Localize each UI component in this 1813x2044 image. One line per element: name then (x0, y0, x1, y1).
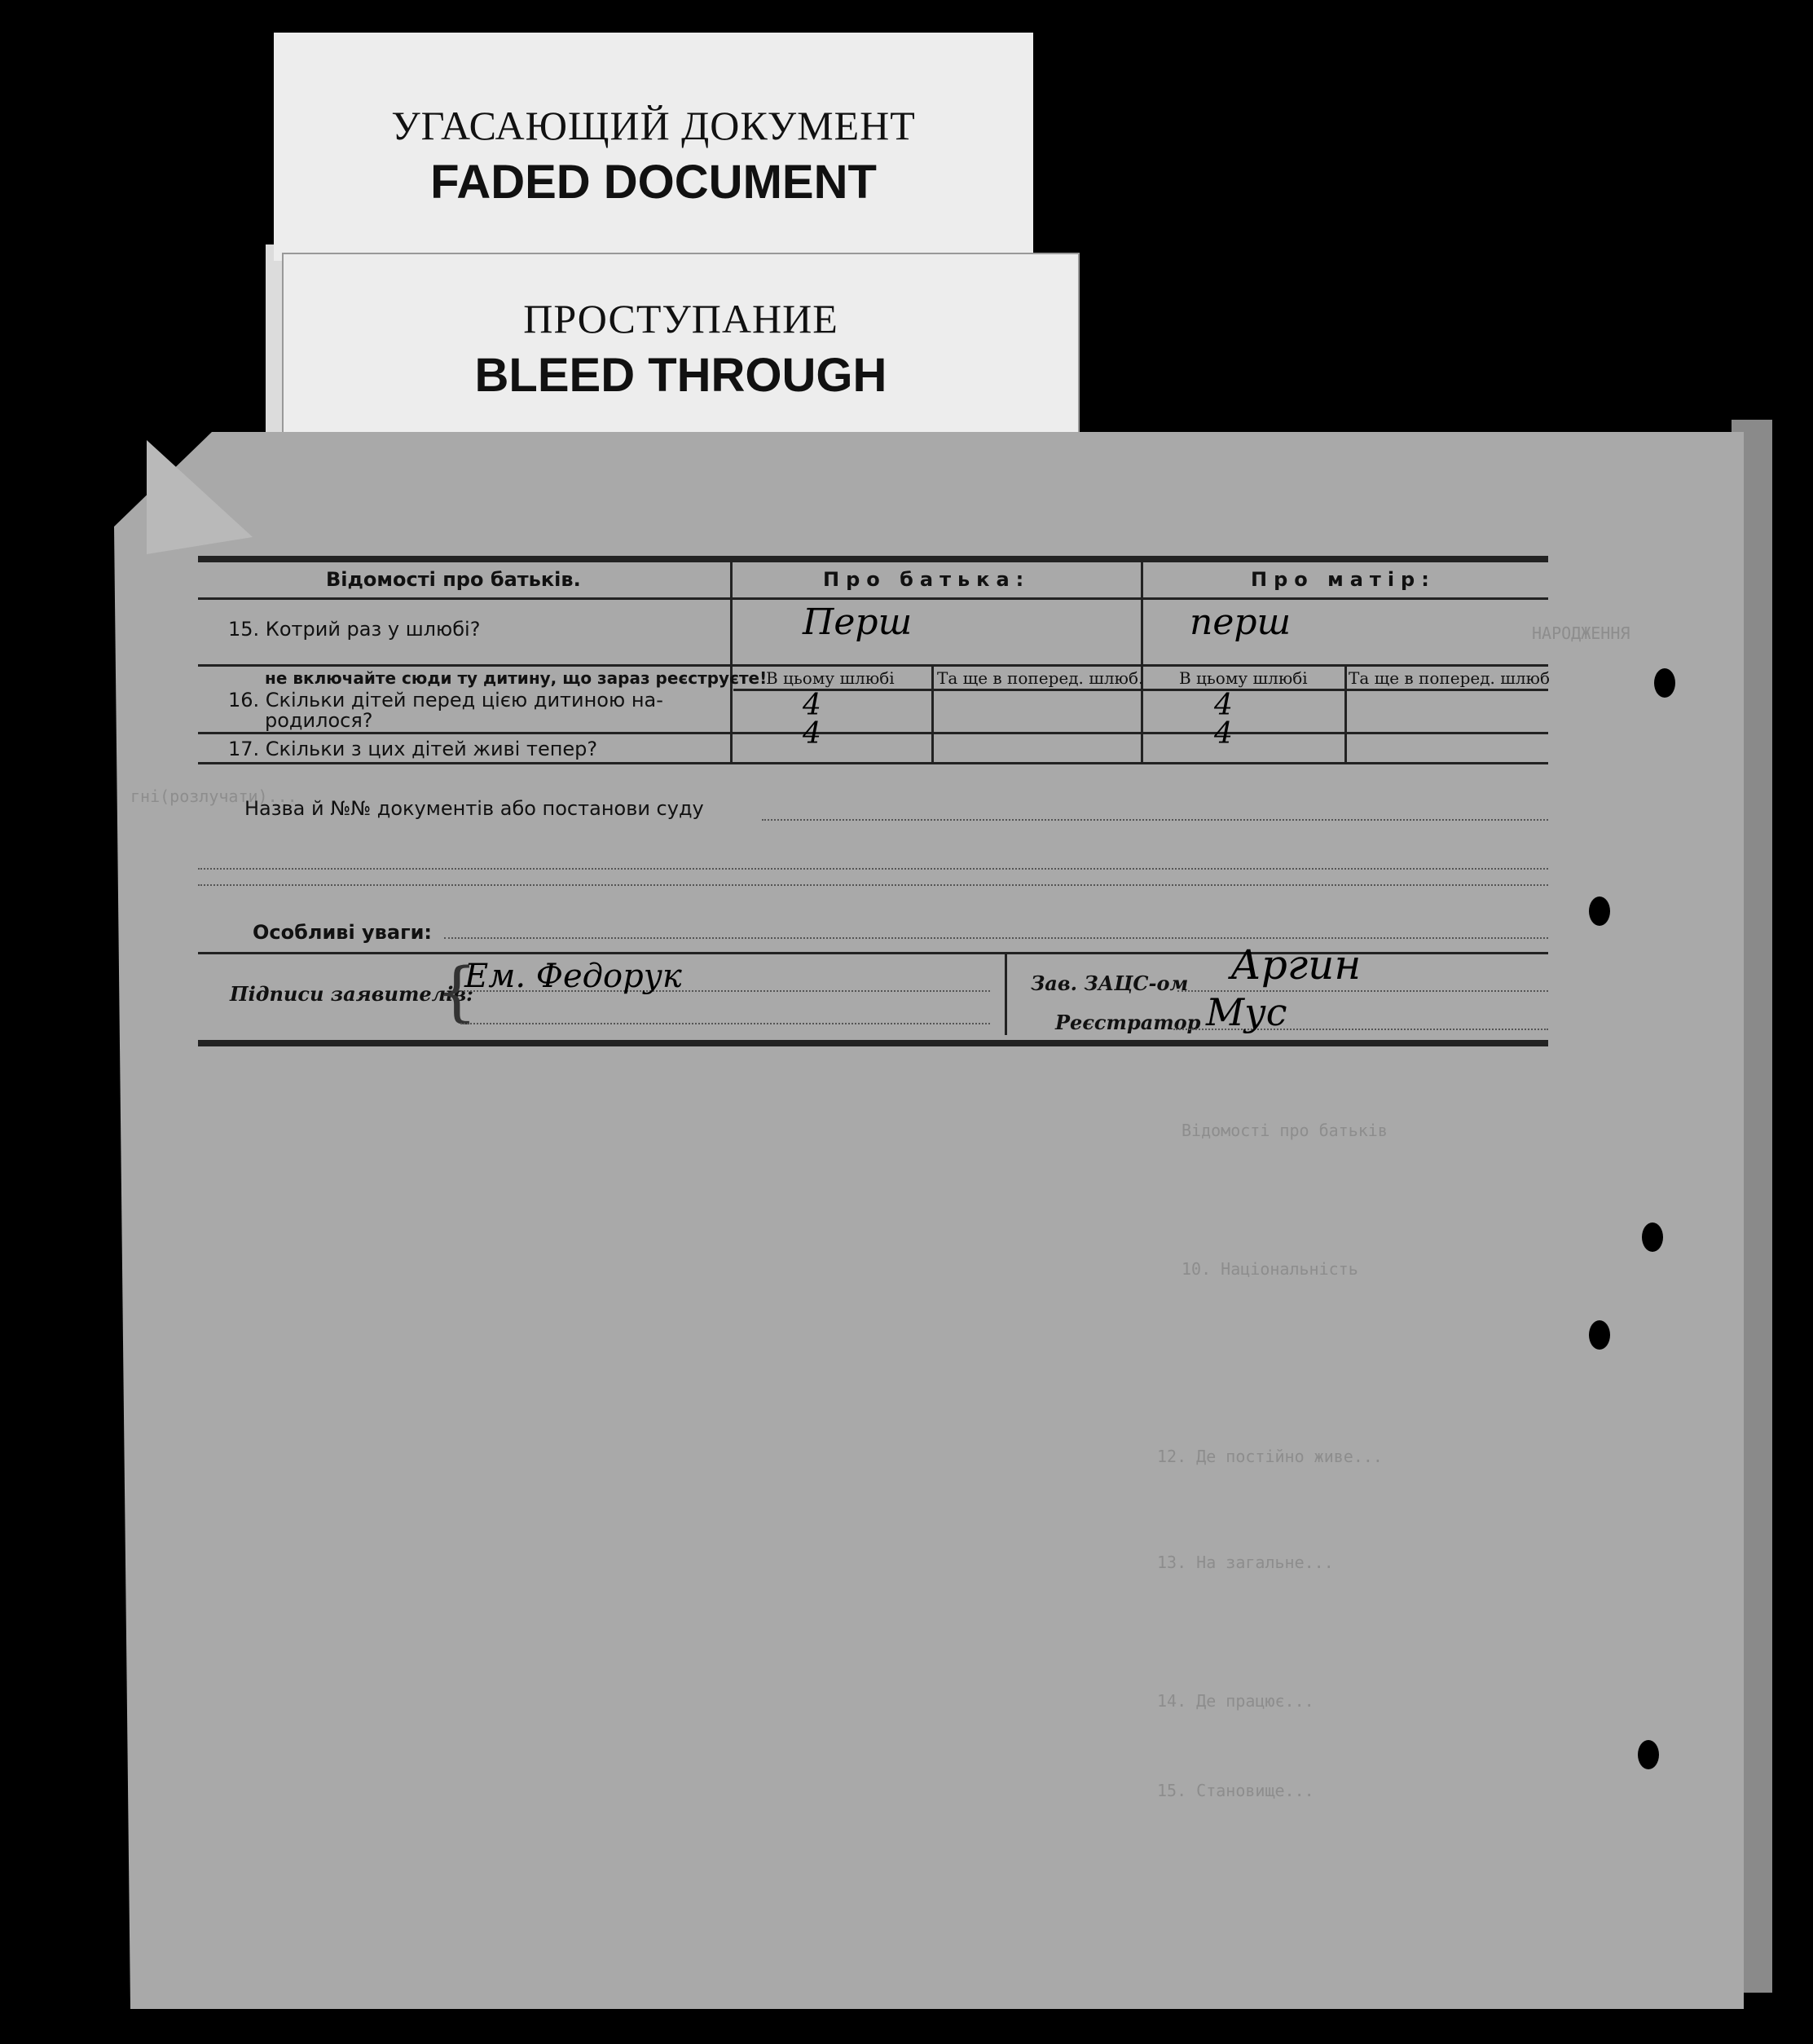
mother-column-heading: Про матір: (1251, 568, 1436, 591)
question-16-note: не включайте сюди ту дитину, що зараз реєструєте! (265, 668, 768, 688)
bleed-text: 12. Де постійно живе... (1157, 1447, 1383, 1466)
mother-col-prev-marriage: Та ще в попеpед. шлюб (1349, 668, 1550, 688)
documents-dotted-line (198, 868, 1548, 870)
binding-hole (1589, 896, 1610, 926)
bleed-text: 14. Де працює... (1157, 1691, 1314, 1711)
table-column-rule (1344, 664, 1347, 762)
bleed-text: 15. Становище... (1157, 1781, 1314, 1800)
bleed-text: НАРОДЖЕННЯ (1532, 623, 1630, 643)
head-signature: Аргин (1230, 941, 1362, 989)
table-rule (198, 597, 1548, 600)
table-column-rule (931, 664, 934, 762)
question-16-line2: родилося? (265, 709, 373, 732)
father-marriage-answer: Перш (803, 601, 913, 643)
documents-label: Назва й №№ документів або постанови суду (244, 797, 704, 820)
binding-hole (1638, 1740, 1659, 1769)
faded-label-russian: УГАСАЮЩИЙ ДОКУМЕНТ (391, 103, 916, 148)
bleed-text: 13. На загальне... (1157, 1553, 1334, 1572)
head-zags-label: Зав. ЗАЦС-ом (1031, 971, 1189, 995)
mother-children-born: 4 (1214, 689, 1233, 722)
father-children-born: 4 (803, 689, 821, 722)
table-rule (198, 762, 1548, 764)
mother-col-this-marriage: В цьому шлюбі (1179, 668, 1308, 688)
table-column-rule (730, 562, 733, 762)
bleed-label-english: BLEED THROUGH (474, 349, 887, 402)
binding-hole (1654, 668, 1675, 698)
faded-label-english: FADED DOCUMENT (430, 156, 877, 209)
signature-brace: { (436, 954, 477, 1029)
father-column-heading: Про батька: (823, 568, 1031, 591)
bleed-text: Відомості про батьків (1182, 1121, 1388, 1140)
applicant-signatures-label: Підписи заявителів: (230, 982, 473, 1006)
signature-divider (1005, 954, 1007, 1035)
father-col-this-marriage: В цьому шлюбі (766, 668, 895, 688)
applicant-signature: Ем. Федорук (464, 958, 682, 995)
bleed-label-russian: ПРОСТУПАНИЕ (523, 296, 838, 341)
remarks-label: Особливі уваги: (253, 921, 433, 944)
binding-hole (1589, 1320, 1610, 1350)
table-bottom-rule (198, 1040, 1548, 1046)
remarks-dotted-line (444, 937, 1548, 939)
faded-document-label (274, 33, 1033, 261)
table-column-rule (1141, 562, 1143, 762)
question-15: 15. Котрий раз у шлюбі? (228, 618, 481, 641)
bleed-text: гні(розлучати)... (130, 786, 297, 806)
registrar-label: Реєстратор (1055, 1011, 1201, 1034)
table-top-rule (198, 556, 1548, 562)
question-17: 17. Скільки з цих дітей живі тепер? (228, 738, 598, 760)
mother-marriage-answer: перш (1190, 601, 1292, 643)
documents-dotted-line (198, 884, 1548, 886)
father-children-alive: 4 (803, 717, 821, 751)
mother-children-alive: 4 (1214, 717, 1233, 751)
binding-hole (1642, 1222, 1663, 1252)
registrar-signature: Мус (1206, 990, 1287, 1034)
bleed-text: 10. Національність (1182, 1259, 1358, 1279)
section-heading: Відомості про батьків. (326, 568, 581, 591)
documents-dotted-line (762, 819, 1548, 821)
applicant-signature-line (460, 1023, 990, 1024)
bleed-through-label (284, 254, 1078, 442)
question-16-line1: 16. Скільки дітей перед цією дитиною на- (228, 689, 663, 711)
father-col-prev-marriage: Та ще в попеpед. шлюб. (937, 668, 1144, 688)
